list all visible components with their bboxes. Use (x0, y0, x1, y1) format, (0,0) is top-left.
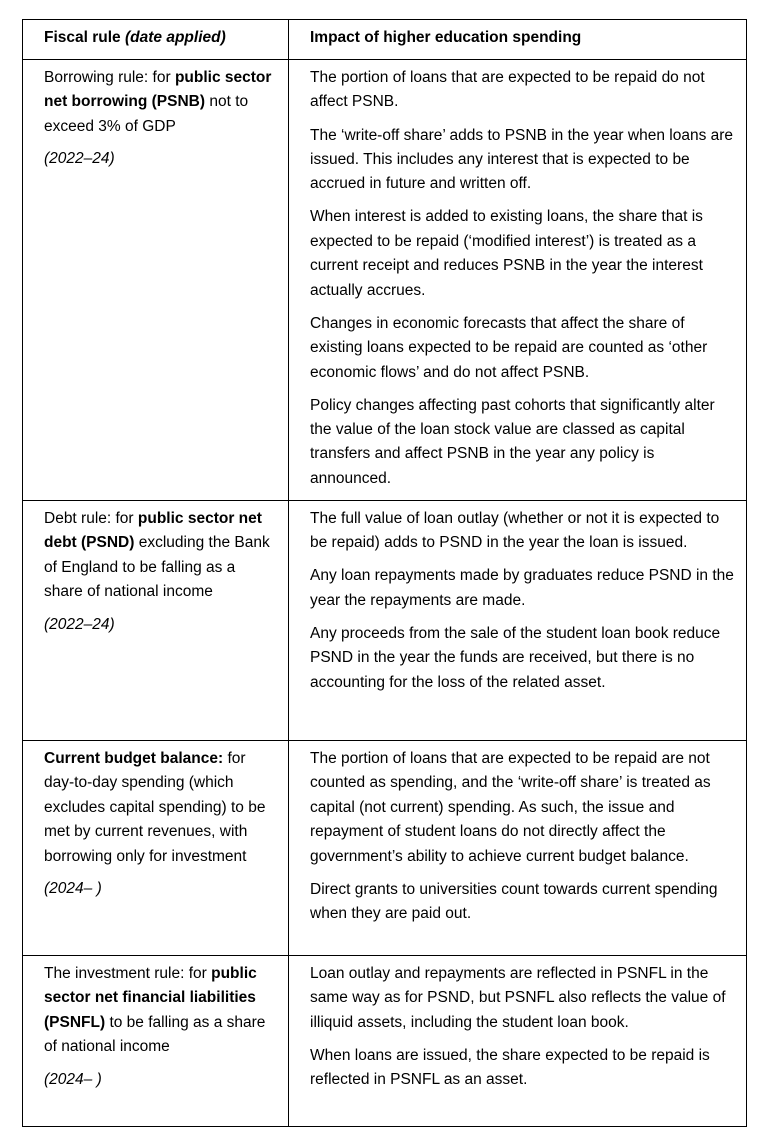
impact-paragraph: Any loan repayments made by graduates reduce PSND in the year the repayments are made. (310, 567, 734, 609)
rule-dates: (2022–24) (44, 150, 115, 168)
rule-dates: (2022–24) (44, 615, 115, 633)
rule-cell (23, 740, 289, 955)
impact-cell (289, 500, 747, 740)
header-date-applied: (date applied) (125, 29, 226, 46)
rule-description: Debt rule: for public sector net debt (PSND) excluding the Bank of England to be falling as a share of national income (44, 509, 270, 601)
impact-paragraph: Any proceeds from the sale of the student loan book reduce PSND in the year the funds are received, but there is no accounting for the loss of the related asset. (310, 624, 721, 691)
header-fiscal-rule-label: Fiscal rule (44, 29, 121, 46)
header-impact: Impact of higher education spending (289, 20, 747, 60)
rule-description: Current budget balance: for day-to-day spending (which excludes capital spending) to be met by current revenues, with borrowing only for investment (44, 749, 266, 865)
impact-paragraph: The ‘write-off share’ adds to PSNB in the year when loans are issued. This includes any interest that is expected to be accrued in future and written off. (310, 126, 734, 193)
rule-description: Borrowing rule: for public sector net borrowing (PSNB) not to exceed 3% of GDP (44, 69, 272, 135)
table-row-current-budget-balance (23, 740, 747, 955)
table-row-debt-rule (23, 500, 747, 740)
rule-dates: (2024– ) (44, 879, 102, 897)
table-row-investment-rule (23, 955, 747, 1126)
impact-paragraph: Direct grants to universities count towards current spending when they are paid out. (310, 880, 718, 923)
rule-cell (23, 955, 289, 1126)
impact-paragraph: The full value of loan outlay (whether or not it is expected to be repaid) adds to PSND in the year the loan is issued. (310, 509, 720, 552)
table-header-row (23, 20, 747, 60)
impact-paragraph: Changes in economic forecasts that affect the share of existing loans expected to be repaid are counted as ‘other economic flows’ and do not affect PSNB. (310, 314, 708, 381)
rule-dates: (2024– ) (44, 1070, 102, 1088)
rule-description: The investment rule: for public sector net financial liabilities (PSNFL) to be falling as a share of national income (44, 964, 266, 1056)
impact-paragraph: The portion of loans that are expected to be repaid are not counted as spending, and the ‘write-off share’ is treated as capital (not current) spending. As such, the issue and repayment of student loans do not directly affect the government’s ability to achieve current budget balance. (310, 749, 711, 865)
impact-paragraph: When interest is added to existing loans, the share that is expected to be repaid (‘modified interest’) is treated as a current receipt and reduces PSNB in the year the interest actually accrues. (310, 208, 703, 299)
impact-paragraph: The portion of loans that are expected to be repaid do not affect PSNB. (310, 69, 705, 111)
table-row-borrowing-rule (23, 60, 747, 501)
fiscal-rules-table (22, 19, 747, 1127)
header-fiscal-rule (23, 20, 289, 60)
impact-paragraph: When loans are issued, the share expected to be repaid is reflected in PSNFL as an asset. (310, 1046, 710, 1089)
impact-paragraph: Loan outlay and repayments are reflected in PSNFL in the same way as for PSND, but PSNFL also reflects the value of illiquid assets, including the student loan book. (310, 964, 726, 1031)
impact-cell (289, 955, 747, 1126)
impact-paragraph: Policy changes affecting past cohorts that significantly alter the value of the loan stock value are classed as capital transfers and affect PSNB in the year any policy is announced. (310, 396, 715, 487)
rule-cell (23, 60, 289, 501)
impact-cell (289, 740, 747, 955)
impact-cell (289, 60, 747, 501)
rule-cell (23, 500, 289, 740)
